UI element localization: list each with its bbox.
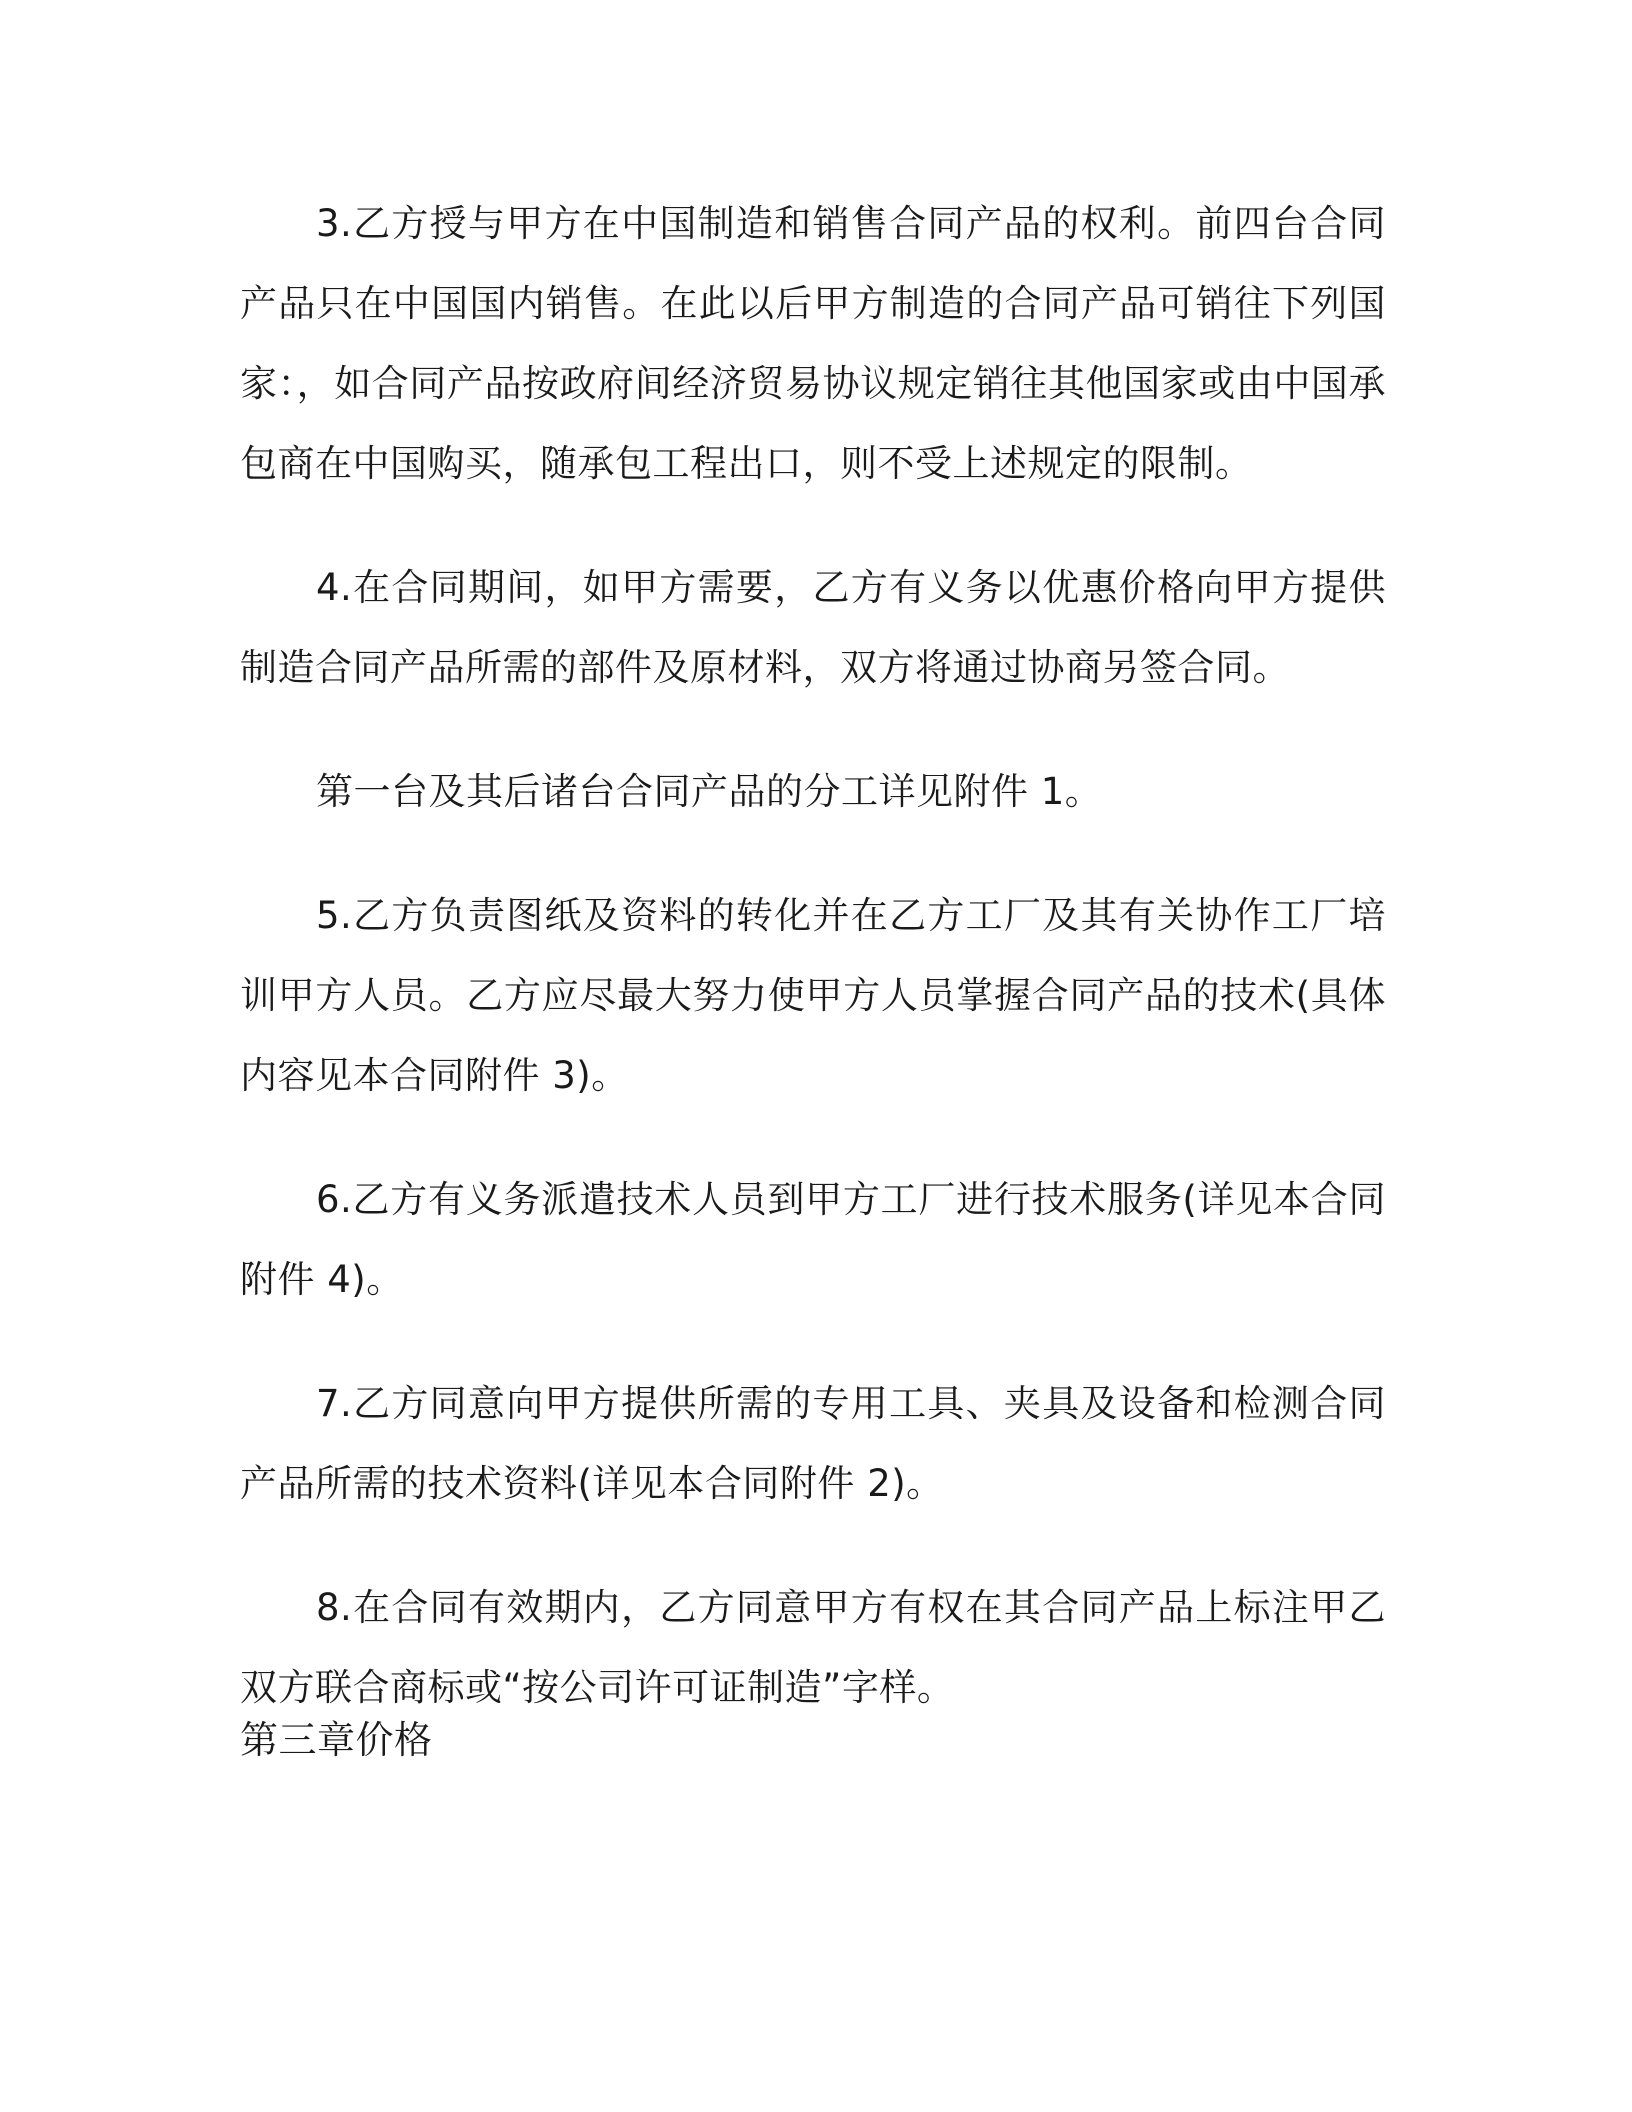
clause-6-paragraph: 6.乙方有义务派遣技术人员到甲方工厂进行技术服务(详见本合同附件 4)。 [240, 1178, 1386, 1301]
chapter-heading: 第三章价格 [240, 1718, 433, 1762]
clause-7-paragraph: 7.乙方同意向甲方提供所需的专用工具、夹具及设备和检测合同产品所需的技术资料(详见本合同附件 2)。 [240, 1382, 1386, 1505]
document-body [240, 184, 1386, 1772]
clause-4-paragraph: 4.在合同期间，如甲方需要，乙方有义务以优惠价格向甲方提供制造合同产品所需的部件及原材料，双方将通过协商另签合同。 [240, 566, 1386, 689]
division-of-work-paragraph: 第一台及其后诸台合同产品的分工详见附件 1。 [316, 770, 1103, 813]
clause-8-paragraph: 8.在合同有效期内，乙方同意甲方有权在其合同产品上标注甲乙双方联合商标或“按公司许可证制造”字样。 [240, 1586, 1386, 1709]
clause-3-paragraph: 3.乙方授与甲方在中国制造和销售合同产品的权利。前四台合同产品只在中国国内销售。在此以后甲方制造的合同产品可销往下列国家：，如合同产品按政府间经济贸易协议规定销往其他国家或由中国承包商在中国购买，随承包工程出口，则不受上述规定的限制。 [240, 202, 1386, 485]
clause-5-paragraph: 5.乙方负责图纸及资料的转化并在乙方工厂及其有关协作工厂培训甲方人员。乙方应尽最大努力使甲方人员掌握合同产品的技术(具体内容见本合同附件 3)。 [240, 894, 1386, 1097]
